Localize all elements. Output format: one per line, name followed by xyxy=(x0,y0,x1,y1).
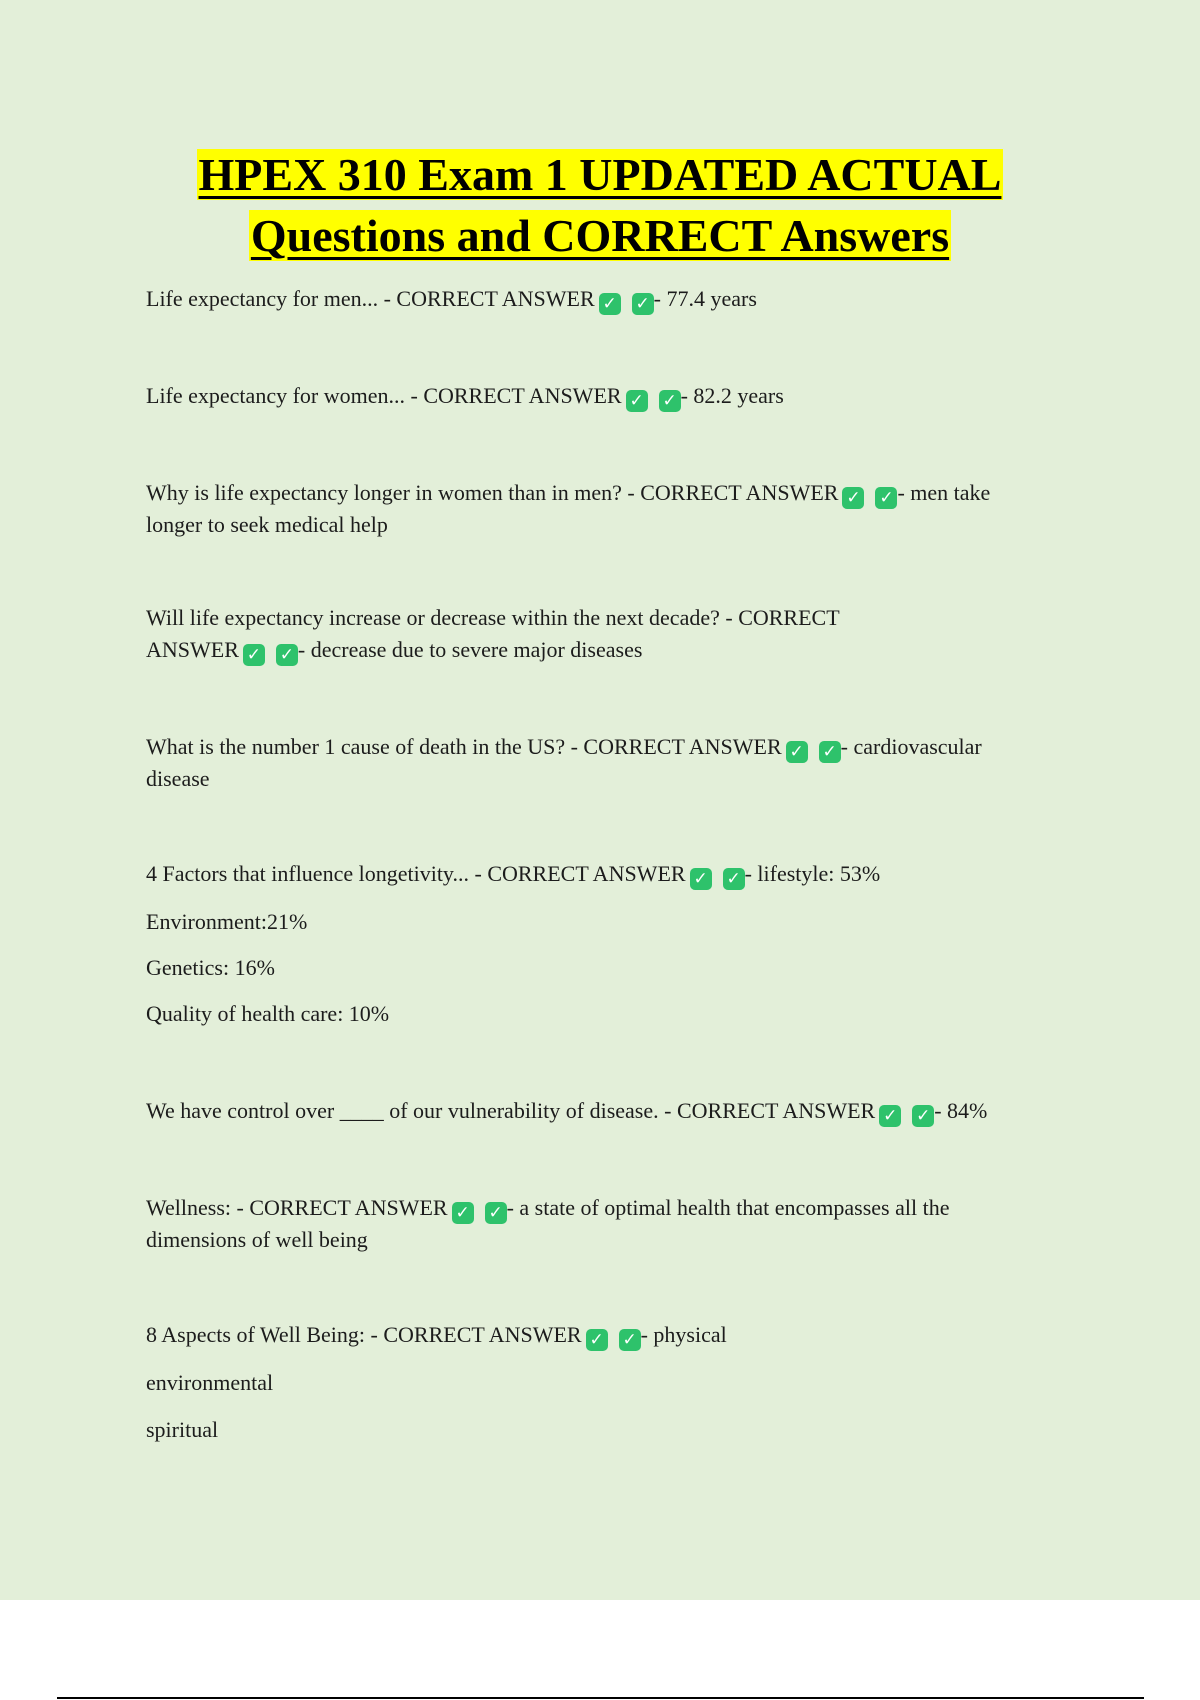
answer-continuation: environmental xyxy=(146,1370,274,1395)
check-mark-icon: ✓ xyxy=(276,644,298,666)
check-mark-icon: ✓ xyxy=(619,1329,641,1351)
answer-marker: - CORRECT ANSWER xyxy=(474,861,686,886)
answer-text: - a state of optimal health that encompasses all the xyxy=(506,1195,950,1220)
question-text: Will life expectancy increase or decrease within the next decade? - CORRECT xyxy=(146,605,840,630)
answer-continuation: Quality of health care: 10% xyxy=(146,1001,390,1026)
check-mark-icon: ✓ xyxy=(632,293,654,315)
answer-marker: - CORRECT ANSWER xyxy=(383,286,595,311)
check-mark-icon: ✓ xyxy=(243,644,265,666)
document-title xyxy=(0,144,1200,266)
check-mark-icon: ✓ xyxy=(659,390,681,412)
qa-item xyxy=(146,602,1086,666)
check-mark-icon: ✓ xyxy=(819,741,841,763)
qa-item xyxy=(146,858,1086,1030)
answer-text: - 77.4 years xyxy=(653,286,757,311)
question-text: 4 Factors that influence longetivity... xyxy=(146,861,469,886)
question-text: We have control over ____ of our vulnerability of disease. xyxy=(146,1098,659,1123)
check-mark-icon: ✓ xyxy=(485,1202,507,1224)
qa-item xyxy=(146,380,1086,412)
check-mark-icon: ✓ xyxy=(626,390,648,412)
answer-text: - 82.2 years xyxy=(680,383,784,408)
title-line-1: HPEX 310 Exam 1 UPDATED ACTUAL xyxy=(198,149,1002,200)
qa-item xyxy=(146,283,1086,315)
answer-text: - physical xyxy=(640,1322,727,1347)
answer-marker-word: ANSWER xyxy=(146,637,239,662)
check-mark-icon: ✓ xyxy=(690,868,712,890)
answer-text: - decrease due to severe major diseases xyxy=(297,637,643,662)
qa-item xyxy=(146,1095,1086,1127)
answer-text: - lifestyle: 53% xyxy=(744,861,881,886)
answer-marker: - CORRECT ANSWER xyxy=(570,734,782,759)
answer-marker: - CORRECT ANSWER xyxy=(627,480,839,505)
answer-marker: - CORRECT ANSWER xyxy=(370,1322,582,1347)
check-mark-icon: ✓ xyxy=(875,487,897,509)
qa-item xyxy=(146,477,1086,541)
qa-item xyxy=(146,1319,1086,1446)
question-text: Life expectancy for men... xyxy=(146,286,379,311)
answer-marker: - CORRECT ANSWER xyxy=(236,1195,448,1220)
page-divider xyxy=(57,1697,1144,1699)
check-mark-icon: ✓ xyxy=(586,1329,608,1351)
answer-text: - cardiovascular xyxy=(840,734,982,759)
check-mark-icon: ✓ xyxy=(599,293,621,315)
question-text: 8 Aspects of Well Being: xyxy=(146,1322,366,1347)
question-text: Why is life expectancy longer in women than in men? xyxy=(146,480,622,505)
answer-marker: - CORRECT ANSWER xyxy=(664,1098,876,1123)
question-text: Wellness: xyxy=(146,1195,231,1220)
answer-marker: - CORRECT ANSWER xyxy=(410,383,622,408)
question-text: Life expectancy for women... xyxy=(146,383,405,408)
check-mark-icon: ✓ xyxy=(723,868,745,890)
check-mark-icon: ✓ xyxy=(842,487,864,509)
answer-continuation: Genetics: 16% xyxy=(146,955,275,980)
answer-continuation: dimensions of well being xyxy=(146,1227,368,1252)
answer-text: - 84% xyxy=(934,1098,988,1123)
qa-item xyxy=(146,731,1086,795)
question-text: What is the number 1 cause of death in the US? xyxy=(146,734,566,759)
check-mark-icon: ✓ xyxy=(879,1105,901,1127)
answer-continuation: disease xyxy=(146,766,210,791)
qa-item xyxy=(146,1192,1086,1256)
answer-continuation: longer to seek medical help xyxy=(146,512,388,537)
check-mark-icon: ✓ xyxy=(452,1202,474,1224)
check-mark-icon: ✓ xyxy=(912,1105,934,1127)
title-line-2: Questions and CORRECT Answers xyxy=(250,210,950,261)
answer-continuation: Environment:21% xyxy=(146,909,308,934)
check-mark-icon: ✓ xyxy=(786,741,808,763)
answer-continuation: spiritual xyxy=(146,1417,219,1442)
answer-text: - men take xyxy=(897,480,991,505)
